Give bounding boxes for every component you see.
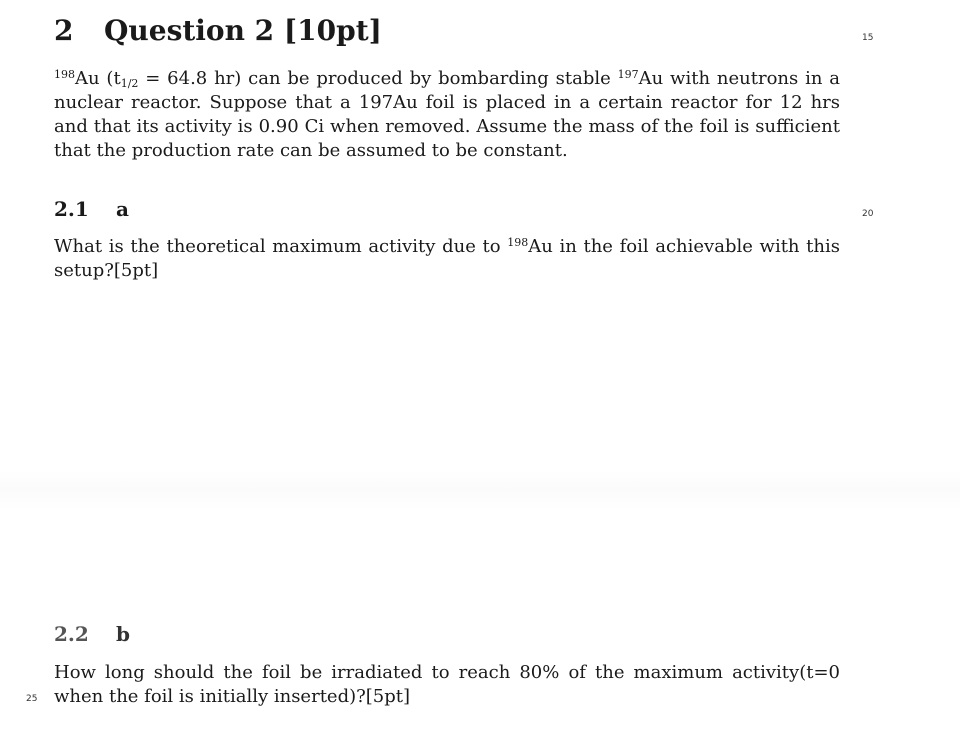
subsection-a-title xyxy=(54,197,129,221)
halflife-rest: = 64.8 hr) can be produced by bombarding stable xyxy=(138,68,618,89)
question-a-text xyxy=(54,235,840,283)
question-a-isotope-mass: 198 xyxy=(507,236,529,249)
section-heading-text: Question 2 [10pt] xyxy=(104,14,382,47)
isotope-198-mass: 198 xyxy=(54,68,75,81)
line-number-25: 25 xyxy=(26,694,38,704)
section-number: 2 xyxy=(54,14,74,47)
question-b-text: How long should the foil be irradiated to reach 80% of the maximum activity(t=0 when the foil is initially inserted)?[5pt] xyxy=(54,662,840,707)
scan-band xyxy=(0,470,960,510)
subsection-b-title xyxy=(54,622,130,646)
intro-paragraph xyxy=(54,67,840,163)
intro-rest: Au with neutrons in a nuclear reactor. Suppose that a 197Au foil is placed in a certain reactor for 12 hrs and that its activity is 0.90 Ci when removed. Assume the mass of the foil is sufficient that the production rate can be assumed to be constant. xyxy=(54,68,840,161)
subsection-a-letter: a xyxy=(116,197,129,221)
line-number-20: 20 xyxy=(862,209,874,219)
section-title xyxy=(54,14,382,47)
question-a-before: What is the theoretical maximum activity due to xyxy=(54,236,508,257)
line-number-15: 15 xyxy=(862,33,874,43)
halflife-open: (t xyxy=(99,68,121,89)
subsection-b-number: 2.2 xyxy=(54,622,89,646)
question-a-after: Au in the foil achievable with this setup?[5pt] xyxy=(54,236,840,281)
isotope-198-symbol: Au xyxy=(75,68,100,89)
isotope-197-mass: 197 xyxy=(617,68,639,81)
subsection-a-number: 2.1 xyxy=(54,197,89,221)
subsection-b-letter: b xyxy=(116,622,130,646)
halflife-subscript: 1/2 xyxy=(120,77,139,90)
